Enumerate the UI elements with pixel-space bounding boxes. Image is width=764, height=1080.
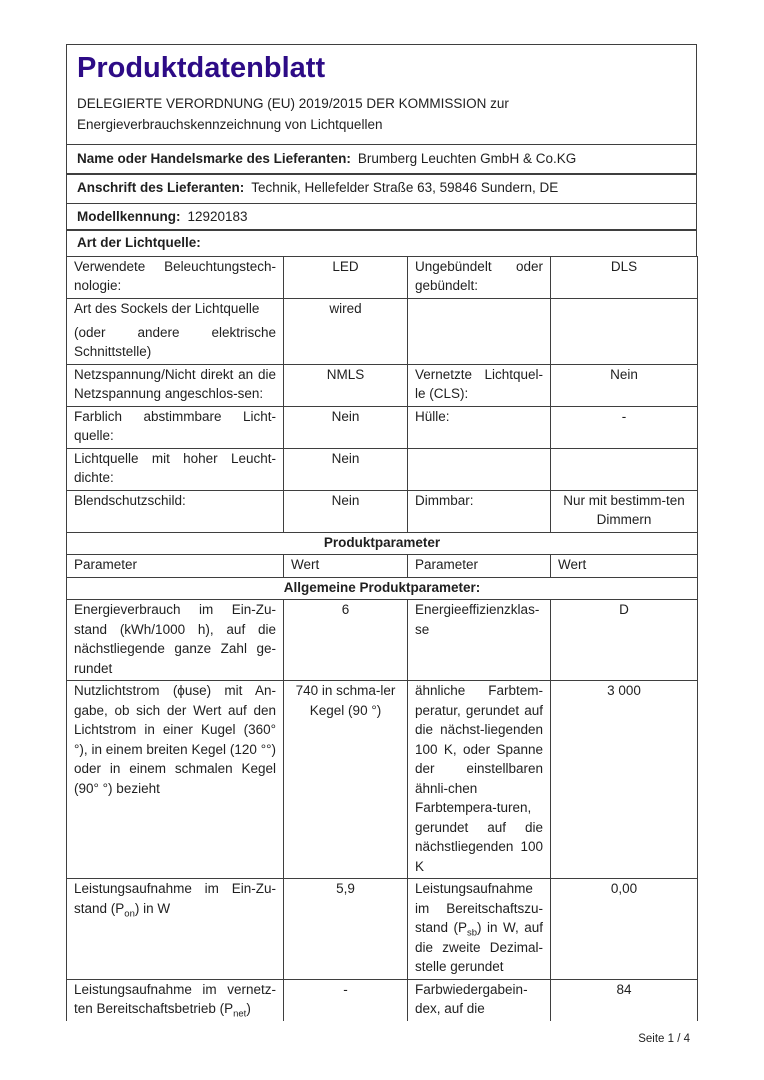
regulation-line-1: DELEGIERTE VERORDNUNG (EU) 2019/2015 DER KOMMISSION zur: [77, 96, 509, 111]
supplier-name-value: Brumberg Leuchten GmbH & Co.KG: [357, 150, 577, 166]
param-label-line-2: (oder andere elektrische Schnittstelle): [74, 324, 276, 359]
table-row: [67, 600, 698, 681]
section-title: Produktparameter: [67, 532, 698, 555]
param-value: -: [551, 406, 698, 448]
supplier-name-label: Name oder Handelsmarke des Lieferanten:: [77, 150, 351, 166]
param-label: Ungebündelt oder gebündelt:: [408, 256, 551, 298]
param-label: Verwendete Beleuchtungstech-nologie:: [67, 256, 284, 298]
param-value: wired: [284, 298, 408, 364]
param-value: Nein: [551, 364, 698, 406]
param-value: Nein: [284, 490, 408, 532]
param-label: Farblich abstimmbare Licht-quelle:: [67, 406, 284, 448]
param-label: Vernetzte Lichtquel-le (CLS):: [408, 364, 551, 406]
model-id-value: 12920183: [187, 208, 248, 224]
supplier-address-value: Technik, Hellefelder Straße 63, 59846 Sundern, DE: [251, 180, 559, 195]
page-number: Seite 1 / 4: [638, 1032, 690, 1045]
column-header: Parameter: [408, 555, 551, 578]
light-source-type-label: Art der Lichtquelle:: [77, 235, 201, 250]
param-value: 0,00: [551, 879, 698, 980]
param-value: Nur mit bestimm-ten Dimmern: [551, 490, 698, 532]
page-title: Produktdatenblatt: [77, 52, 326, 84]
param-value: -: [284, 979, 408, 1021]
param-value: 3 000: [551, 681, 698, 879]
param-label: [408, 298, 551, 364]
column-header: Wert: [551, 555, 698, 578]
param-label: Dimmbar:: [408, 490, 551, 532]
light-source-type-row: [66, 229, 697, 257]
supplier-address-row: [66, 173, 697, 204]
param-label: Leistungsaufnahme im vernetz-ten Bereitschaftsbetrieb $(P_{net})$: [67, 979, 284, 1021]
parameters-table: [66, 256, 698, 1021]
param-value: [551, 448, 698, 490]
param-value: DLS: [551, 256, 698, 298]
param-label: Netzspannung/Nicht direkt an die Netzspannung angeschlos-sen:: [67, 364, 284, 406]
table-row: [67, 879, 698, 980]
param-label: Leistungsaufnahme im Bereitschaftszu-stand $(P_{sb})$ in W, auf die zweite Dezimal-stelle gerundet: [408, 879, 551, 980]
regulation-line-2: Energieverbrauchskennzeichnung von Lichtquellen: [77, 116, 383, 132]
param-label: Blendschutzschild:: [67, 490, 284, 532]
param-value: LED: [284, 256, 408, 298]
datasheet-sheet: [66, 44, 697, 1046]
param-value: Nein: [284, 448, 408, 490]
param-value: 5,9: [284, 879, 408, 980]
param-value: 6: [284, 600, 408, 681]
param-value: NMLS: [284, 364, 408, 406]
param-label: Hülle:: [408, 406, 551, 448]
supplier-name-row: [66, 144, 697, 175]
param-label: Lichtquelle mit hoher Leucht-dichte:: [67, 448, 284, 490]
table-row: [67, 364, 698, 406]
subsection-header-row: [67, 577, 698, 600]
model-id-row: [66, 203, 697, 231]
subscript: sb: [467, 927, 478, 939]
subsection-title: Allgemeine Produktparameter:: [67, 577, 698, 600]
supplier-address-label: Anschrift des Lieferanten:: [77, 180, 245, 195]
param-label: [67, 298, 284, 364]
model-id-label: Modellkennung:: [77, 208, 181, 224]
param-label: Leistungsaufnahme im Ein-Zu-stand $(P_{on})$ in W: [67, 879, 284, 980]
subscript: on: [124, 908, 135, 920]
param-value: D: [551, 600, 698, 681]
param-value: 740 in schma-ler Kegel (90 °): [284, 681, 408, 879]
table-row: [67, 406, 698, 448]
param-label: [408, 448, 551, 490]
header-block: [66, 44, 697, 145]
param-value: [551, 298, 698, 364]
param-value: Nein: [284, 406, 408, 448]
table-row: [67, 256, 698, 298]
section-header-row: [67, 532, 698, 555]
param-label: Energieverbrauch im Ein-Zu-stand (kWh/1000 h), auf die nächstliegende ganze Zahl ge-rundet: [67, 600, 284, 681]
param-label: Nutzlichtstrom (ϕuse) mit An-gabe, ob sich der Wert auf den Lichtstrom in einer Kugel (360° °), in einem breiten Kegel (120 °°) oder in einem schmalen Kegel (90° °) bezieht: [67, 681, 284, 879]
table-row: [67, 490, 698, 532]
param-label: Farbwiedergabein-dex, auf die: [408, 979, 551, 1021]
table-row: [67, 298, 698, 364]
column-header: Wert: [284, 555, 408, 578]
column-header: Parameter: [67, 555, 284, 578]
table-row: [67, 681, 698, 879]
param-label: Energieeffizienzklas-se: [408, 600, 551, 681]
column-header-row: [67, 555, 698, 578]
param-label: ähnliche Farbtem-peratur, gerundet auf die nächst-liegenden 100 K, oder Spanne der einstellbaren ähnli-chen Farbtempera-turen, gerundet auf die nächstliegenden 100 K: [408, 681, 551, 879]
table-row: [67, 448, 698, 490]
subscript: net: [233, 1008, 247, 1020]
param-value: 84: [551, 979, 698, 1021]
param-label-line-1: Art des Sockels der Lichtquelle: [74, 300, 260, 316]
table-row-cutoff: [67, 979, 698, 1021]
